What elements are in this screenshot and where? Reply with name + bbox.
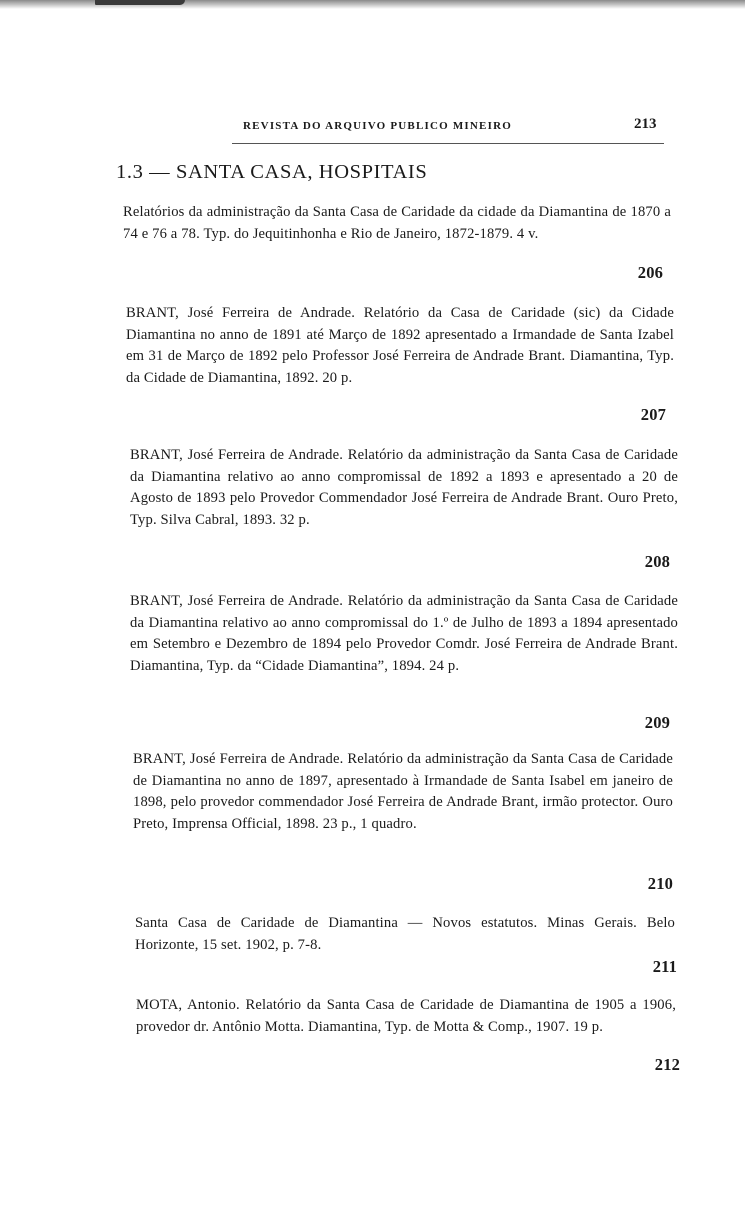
entry-number: 211 (652, 957, 677, 976)
entry-text: MOTA, Antonio. Relatório da Santa Casa de Caridade de Diamantina de 1905 a 1906, provedor dr. Antônio Motta. Diamantina, Typ. de Motta & Comp., 1907. 19 p. (136, 997, 676, 1035)
page-number: 213 (634, 116, 657, 132)
entry-number: 212 (654, 1055, 680, 1074)
entry-number: 206 (637, 263, 663, 282)
header-rule (232, 143, 664, 144)
entry-number: 207 (640, 405, 666, 424)
entry-number: 209 (644, 713, 670, 732)
scan-edge-mark (95, 0, 185, 5)
entry-206 (123, 202, 671, 282)
entry-text: BRANT, José Ferreira de Andrade. Relatório da administração da Santa Casa de Caridade da Diamantina relativo ao anno compromissal de 1892 a 1893 e apresentado a 20 de Agosto de 1893 pelo Provedor Commendador José Ferreira de Andrade Brant. Ouro Preto, Typ. Silva Cabral, 1893. 32 p. (130, 447, 678, 529)
entry-text: Relatórios da administração da Santa Casa de Caridade da cidade da Diamantina de 1870 a 74 e 76 a 78. Typ. do Jequitinhonha e Rio de Janeiro, 1872-1879. 4 v. (123, 204, 671, 242)
entry-210 (133, 749, 673, 893)
section-title: 1.3 — SANTA CASA, HOSPITAIS (116, 161, 428, 183)
entry-text: BRANT, José Ferreira de Andrade. Relatório da Casa de Caridade (sic) da Cidade Diamantina no anno de 1891 até Março de 1892 apresentado a Irmandade de Santa Izabel em 31 de Março de 1892 pelo Professor José Ferreira de Andrade Brant. Diamantina, Typ. da Cidade de Diamantina, 1892. 20 p. (126, 305, 674, 387)
entry-number: 208 (644, 552, 670, 571)
entry-209 (130, 591, 678, 732)
running-title: REVISTA DO ARQUIVO PUBLICO MINEIRO (243, 120, 512, 132)
entry-207 (126, 303, 674, 424)
entry-number: 210 (647, 874, 673, 893)
entry-208 (130, 445, 678, 571)
entry-text: Santa Casa de Caridade de Diamantina — Novos estatutos. Minas Gerais. Belo Horizonte, 15 set. 1902, p. 7-8. (135, 915, 675, 953)
entry-text: BRANT, José Ferreira de Andrade. Relatório da administração da Santa Casa de Caridade da Diamantina relativo ao anno compromissal do 1.º de Julho de 1893 a 1894 apresentado em Setembro e Dezembro de 1894 pelo Provedor Comdr. José Ferreira de Andrade Brant. Diamantina, Typ. da “Cidade Diamantina”, 1894. 24 p. (130, 593, 678, 675)
entry-212 (136, 995, 680, 1074)
entry-text: BRANT, José Ferreira de Andrade. Relatório da administração da Santa Casa de Caridade de Diamantina no anno de 1897, apresentado à Irmandade de Santa Isabel em janeiro de 1898, pelo provedor commendador José Ferreira de Andrade Brant, irmão protector. Ouro Preto, Imprensa Official, 1898. 23 p., 1 quadro. (133, 751, 673, 833)
entry-211 (135, 913, 677, 976)
